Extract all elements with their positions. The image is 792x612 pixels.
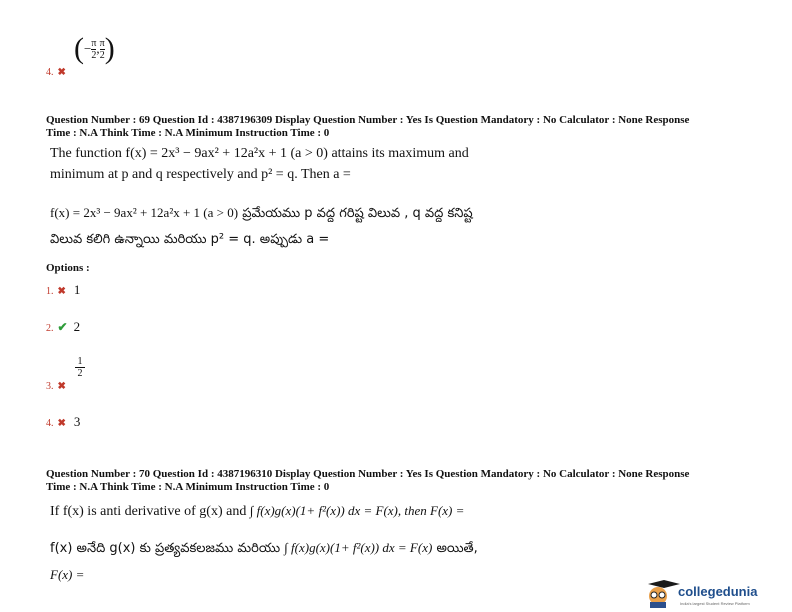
logo-tagline: India's largest Student Review Platform: [680, 601, 750, 606]
logo-mascot-icon: [640, 580, 680, 608]
cross-icon: ✖: [57, 286, 66, 297]
collegedunia-logo: [640, 580, 790, 608]
question-69-header: [46, 114, 689, 140]
cross-icon: ✖: [57, 418, 66, 429]
prev-option-4: [46, 62, 66, 80]
math-expression: f(x) = 2x³ − 9ax² + 12a²x + 1 (a > 0): [50, 205, 239, 220]
option-value: 3: [73, 414, 81, 429]
option-3-fraction: [75, 356, 85, 379]
options-label: Options :: [46, 262, 90, 274]
prev-option-4-value: $(-\frac{\pi}{2},\frac{\pi}{2})$: [74, 32, 115, 65]
check-icon: ✔: [57, 320, 68, 334]
telugu-text: అయితే,: [436, 541, 478, 556]
telugu-text: ప్రమేయము p వద్ద గరిష్ట విలువ , q వద్ద కనిష్ట: [242, 206, 473, 221]
option-3[interactable]: [46, 376, 66, 394]
cross-icon: ✖: [57, 381, 66, 392]
header-line-1: Question Number : 69 Question Id : 4387196309 Display Question Number : Yes Is Question Mandatory : No Calculator : None Response: [46, 114, 690, 126]
question-69-text-en-line2: minimum at p and q respectively and p² = q. Then a =: [50, 167, 351, 182]
numerator: 1: [77, 356, 83, 367]
question-text: If f(x) is anti derivative of g(x) and: [50, 504, 247, 519]
telugu-text: f(x) అనేది g(x) కు ప్రత్యవకలజము మరియు: [50, 541, 281, 556]
question-69-text-en-line1: The function f(x) = 2x³ − 9ax² + 12a²x + 1 (a > 0) attains its maximum and: [50, 146, 469, 161]
question-69-text-te-line2: విలువ కలిగి ఉన్నాయి మరియు p² = q. అప్పుడు a =: [50, 232, 330, 247]
question-70-text-te-line1: [50, 540, 478, 559]
header-line-2: Time : N.A Think Time : N.A Minimum Instruction Time : 0: [46, 481, 330, 493]
question-69-text-te-line1: [50, 205, 473, 224]
option-4[interactable]: [46, 413, 80, 431]
option-value: 1: [73, 282, 81, 297]
option-2[interactable]: [46, 318, 80, 336]
math-expression: ∫ f(x)g(x)(1+ f²(x)) dx = F(x): [284, 540, 433, 555]
header-line-2: Time : N.A Think Time : N.A Minimum Instruction Time : 0: [46, 127, 330, 139]
question-70-text-en-line1: [50, 503, 464, 520]
cross-icon: ✖: [57, 67, 66, 78]
numerator: π: [91, 37, 97, 49]
denominator: 2: [99, 49, 105, 61]
option-1[interactable]: [46, 281, 80, 299]
option-number: 4.: [46, 418, 54, 429]
option-number: 4.: [46, 67, 54, 78]
option-number: 2.: [46, 323, 54, 334]
minus-sign: −: [84, 41, 92, 56]
header-line-1: Question Number : 70 Question Id : 4387196310 Display Question Number : Yes Is Question Mandatory : No Calculator : None Response: [46, 468, 690, 480]
comma: ,: [96, 41, 100, 56]
denominator: 2: [77, 368, 83, 379]
question-70-text-te-line2: F(x) =: [50, 567, 85, 582]
question-70-header: [46, 468, 689, 494]
math-expression: ∫ f(x)g(x)(1+ f²(x)) dx = F(x), then F(x) =: [249, 503, 465, 518]
option-number: 1.: [46, 286, 54, 297]
denominator: 2: [91, 49, 97, 61]
option-number: 3.: [46, 381, 54, 392]
logo-name: collegedunia: [678, 584, 758, 599]
numerator: π: [99, 37, 105, 49]
option-value: 2: [73, 319, 81, 334]
